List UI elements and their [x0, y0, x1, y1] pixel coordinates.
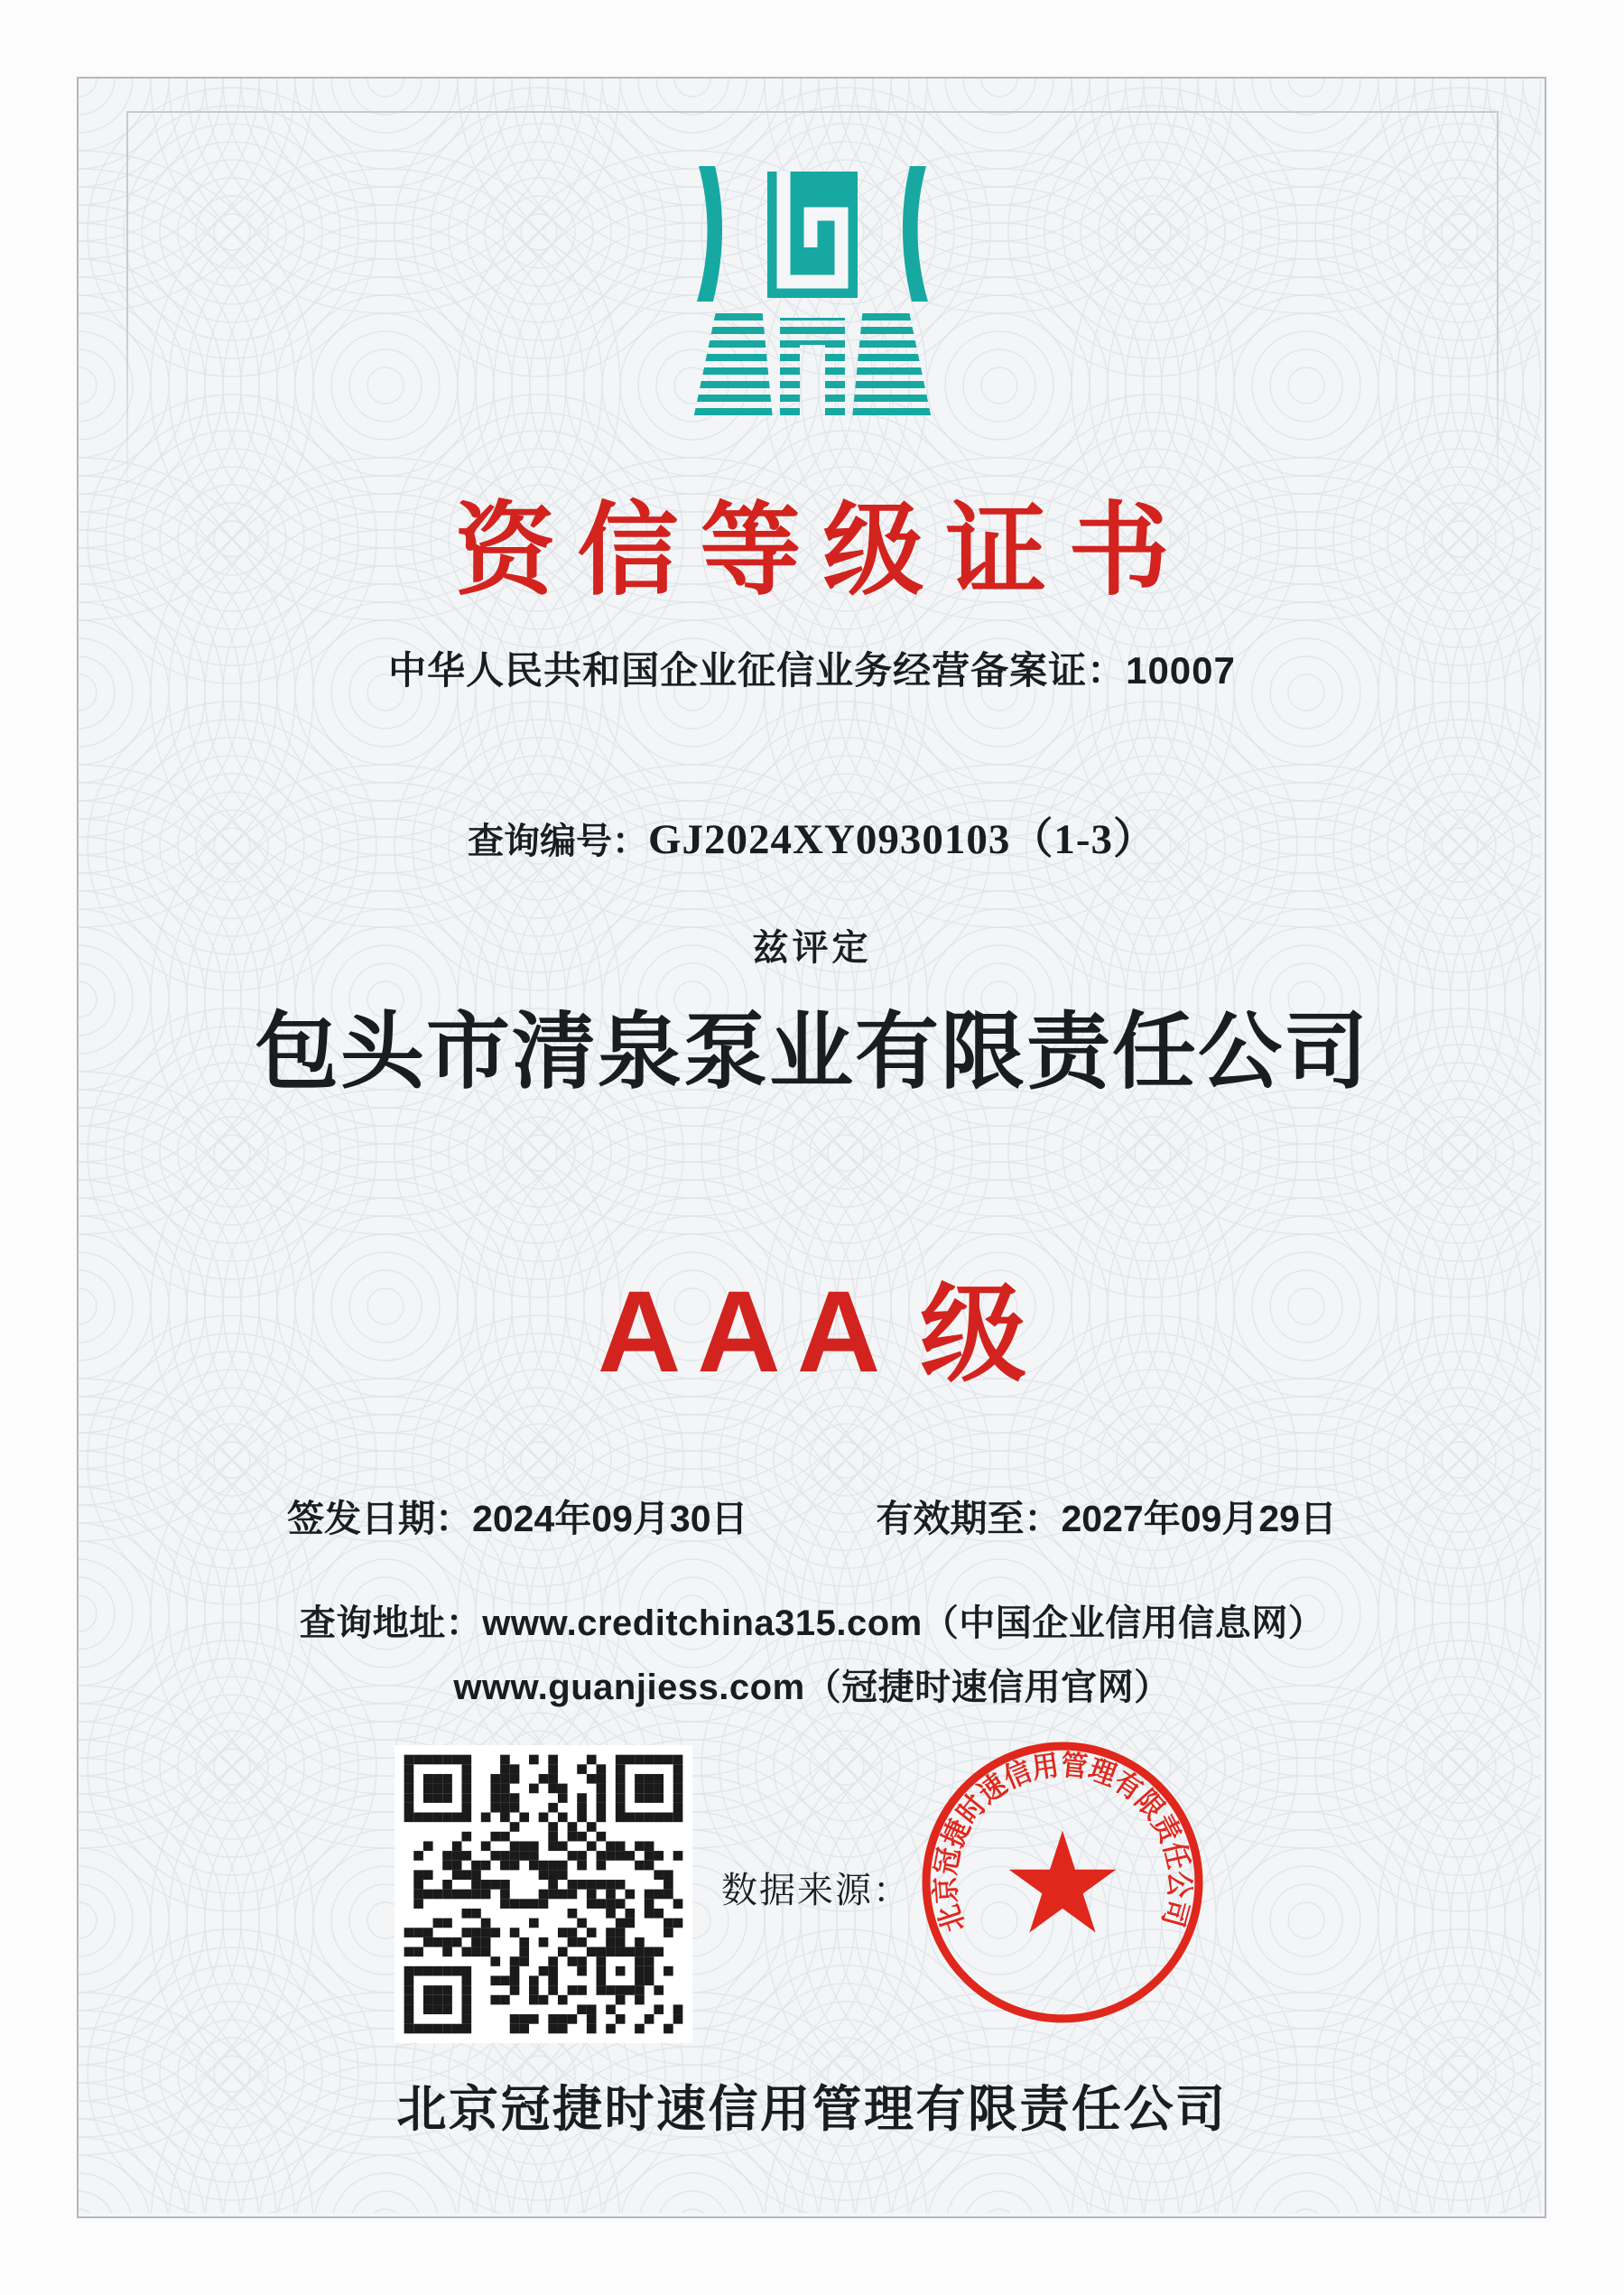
- valid-until: [877, 1492, 1337, 1545]
- company-name: 包头市清泉泵业有限责任公司: [255, 1007, 1369, 1100]
- dates-row: [0, 1492, 1624, 1545]
- query-address-block: [0, 1592, 1624, 1720]
- query-address-line1: [0, 1592, 1624, 1656]
- inner-frame-top: [126, 111, 1499, 113]
- data-source-label: 数据来源：: [721, 1870, 911, 1910]
- query-address-line2: [0, 1656, 1624, 1720]
- query-address-label: 查询地址：: [299, 1603, 483, 1643]
- assessment-intro: 兹评定: [752, 927, 872, 968]
- qr-code: [394, 1745, 692, 2043]
- valid-until-label: 有效期至：: [876, 1498, 1062, 1539]
- rating-aaa: AAA: [597, 1268, 897, 1397]
- query-address-url2: www.guanjiess.com（冠捷时速信用官网）: [453, 1668, 1171, 1707]
- query-number-value: GJ2024XY0930103（1-3）: [647, 816, 1157, 863]
- issuer-name: 北京冠捷时速信用管理有限责任公司: [396, 2081, 1228, 2137]
- query-number-row: [0, 811, 1624, 878]
- brand-logo: [0, 164, 1624, 431]
- rating-suffix: 级: [920, 1276, 1027, 1395]
- issue-date-value: 2024年09月30日: [472, 1498, 748, 1539]
- issue-date-label: 签发日期：: [287, 1498, 473, 1539]
- filing-number-subtitle: 中华人民共和国企业征信业务经营备案证：10007: [388, 649, 1236, 692]
- rating-grade: [0, 1264, 1624, 1436]
- seal-text: 北京冠捷时速信用管理有限责任公司: [929, 1749, 1195, 1937]
- company-seal: [917, 1737, 1208, 2028]
- valid-until-value: 2027年09月29日: [1061, 1498, 1337, 1539]
- issue-date: [287, 1492, 747, 1545]
- query-address-url1: www.creditchina315.com（中国企业信用信息网）: [482, 1603, 1325, 1643]
- query-number-label: 查询编号：: [467, 822, 648, 861]
- certificate-title: 资信等级证书: [454, 494, 1192, 607]
- star-icon: [1009, 1831, 1117, 1933]
